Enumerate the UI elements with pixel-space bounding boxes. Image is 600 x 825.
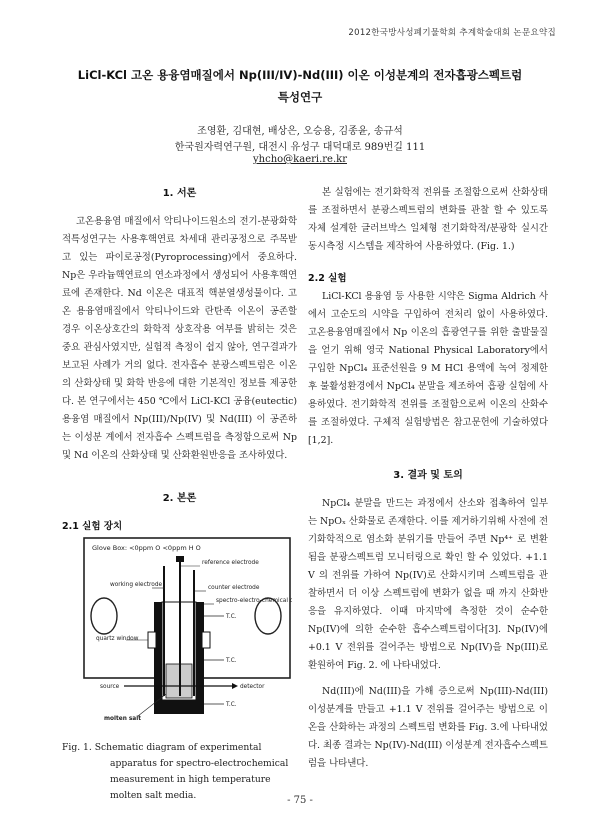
glovebox-label: Glove Box: <0ppm O <0ppm H O xyxy=(92,544,201,552)
right-column xyxy=(308,184,548,773)
title-line-2: 특성연구 xyxy=(277,90,323,104)
source-label: source xyxy=(100,684,120,690)
results-paragraph-2: Nd(III)에 Nd(III)을 가해 증으로써 Np(III)-Nd(III) 이성분계를 만들고 +1.1 V 전위를 걸어주는 방법으로 이온을 산화하는 과정의 스펙트럼 변화를 Fig. 3.에 나타내었다. 최종 결과는 Np(IV)-Nd(III) 이성분계 전자흡수스펙트럼을 나타낸다. xyxy=(308,686,548,769)
running-head: 2012한국방사성폐기물학회 추계학술대회 논문요약집 xyxy=(348,28,556,38)
apparatus-paragraph: 본 실험에는 전기화학적 전위를 조절함으로써 산화상태를 조절하면서 분광스펙트럼의 변화를 관찰 할 수 있도록 자체 설계한 글러브박스 일체형 전기화학적/분광학 실시간 동시측정 시스템을 제작하여 사용하였다. (Fig. 1.) xyxy=(308,187,548,252)
affiliation: 한국원자력연구원, 대전시 유성구 대덕대로 989번길 111 xyxy=(174,142,426,153)
author-list: 조영환, 김대현, 배상은, 오승용, 김종윤, 송규석 xyxy=(197,126,403,137)
electrode-cap xyxy=(176,556,184,562)
intro-paragraph: 고온용융염 매질에서 악티나이드원소의 전기-분광화학적특성연구는 사용후핵연료 차세대 관리공정으로 주목받고 있는 파이로공정(Pyroprocessing)에서 중요하다. Np은 우라늄핵연료의 연소과정에서 생성되어 사용후핵연료에 존재한다. Nd 이온은 대표적 핵분열생성물이다. 고온 용융염매질에서 악티나이드와 란탄족 이온이 공존할 경우 이온상호간의 화학적 상호작용 여부를 밝히는 것은 중요 관심사였지만, 실험적 측정이 쉽지 않아, 연구결과가 보고된 사례가 거의 없다. 전자흡수 분광스펙트럼은 이온의 산화상태 및 화학 반응에 대한 기본적인 정보를 제공한다. 본 연구에서는 450 ℃에서 LiCl-KCl 공융(eutectic) 용융염 매질에서 Np(III)/Np(IV) 및 Nd(III) 이 공존하는 이성분 계에서 전자흡수 스펙트럼을 측정함으로써 Np 및 Nd 이온의 산화상태 및 산화환원반응을 조사하였다. xyxy=(62,216,297,461)
left-glove-port xyxy=(91,598,117,634)
molten-salt-label: molten salt xyxy=(104,716,141,722)
apparatus-diagram xyxy=(82,536,292,726)
cell-label: spectro-electro-chemical cell xyxy=(216,598,292,604)
experiment-paragraph: LiCl-KCl 용융염 등 사용한 시약은 Sigma Aldrich 사에서 고순도의 시약을 구입하여 전처리 없이 사용하였다. 고온용융염매질에서 Np 이온의 흡광연구를 위한 출발물질을 얻기 위해 영국 National Physical Laboratory에서 구입한 NpCl₄ 표준선원을 9 M HCl 용액에 녹여 정제한 후 불활성환경에서 NpCl₄ 분말을 제조하여 흡광 실험에 사용하였다. 전기화학적 전위를 조절함으로써 이온의 산화수를 조절하였다. 구체적 실험방법은 참고문헌에 기술하였다[1,2]. xyxy=(308,291,548,446)
reference-electrode-label: reference electrode xyxy=(202,560,259,566)
email-link[interactable]: yhcho@kaeri.re.kr xyxy=(253,154,347,165)
quartz-window-label: quartz window xyxy=(96,636,139,642)
tc-label-3: T.C. xyxy=(226,702,237,708)
quartz-window-right xyxy=(202,632,210,648)
main-heading: 2. 본론 xyxy=(162,493,197,504)
quartz-window-left xyxy=(148,632,156,648)
page-number: - 75 - xyxy=(287,795,313,806)
intro-heading: 1. 서론 xyxy=(162,188,197,199)
working-electrode-label: working electrode xyxy=(110,582,163,588)
apparatus-heading: 2.1 실험 장치 xyxy=(62,521,123,532)
results-heading: 3. 결과 및 토의 xyxy=(393,470,463,481)
figure-1-caption-label: Fig. 1. xyxy=(62,742,92,753)
left-column xyxy=(62,184,297,804)
tc-label-2: T.C. xyxy=(226,658,237,664)
tc-label-1: T.C. xyxy=(226,614,237,620)
figure-1 xyxy=(82,536,292,730)
experiment-heading: 2.2 실험 xyxy=(308,273,347,284)
results-paragraph-1: NpCl₄ 분말을 만드는 과정에서 산소와 접촉하여 일부는 NpOₓ 산화물로 존재한다. 이를 제거하기위해 사전에 전기화학적으로 염소화 분위기를 만들어 주면 Np⁴⁺ 로 변환됨을 분광스펙트럼 모니터링으로 확인 할 수 있었다. +1.1 V 의 전위를 가하여 Np(IV)로 산화시키며 스펙트럼을 관찰하면서 더 이상 스펙트럼에 변화가 없을 때 까지 산화반응을 유지하였다. 이때 마지막에 측정한 것이 순수한 Np(IV)에 의한 순수한 흡수스펙트럼이다[3]. Np(IV)에 +0.1 V 전위를 걸어주는 방법으로 Np(IV)을 Np(III)로 환원하여 Fig. 2. 에 나타내었다. xyxy=(308,498,548,671)
counter-electrode-label: counter electrode xyxy=(208,585,260,591)
paper-title xyxy=(50,64,550,108)
figure-1-caption-text: Schematic diagram of experimental apparatus for spectro-electrochemical measurement in high temperature molten salt media. xyxy=(94,742,289,801)
detector-label: detector xyxy=(240,684,265,690)
title-line-1: LiCl-KCl 고온 용융염매질에서 Np(III/IV)-Nd(III) 이온 이성분계의 전자흡광스펙트럼 xyxy=(77,68,523,82)
